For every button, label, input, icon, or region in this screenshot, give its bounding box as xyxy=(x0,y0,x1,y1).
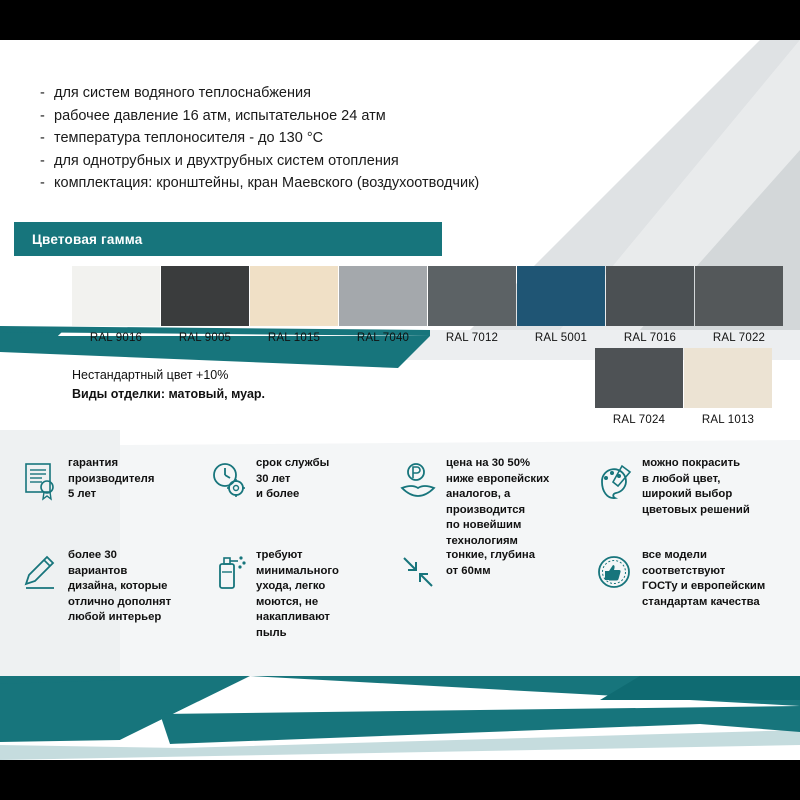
benefit-painting xyxy=(592,452,780,544)
benefit-line: цветовых решений xyxy=(642,503,750,516)
benefit-design-variants xyxy=(18,544,206,641)
benefit-service-life xyxy=(206,452,396,544)
swatch-label: RAL 7012 xyxy=(445,332,499,344)
benefit-text xyxy=(256,544,339,641)
feature-item xyxy=(40,176,660,191)
benefit-line: пыль xyxy=(256,626,287,639)
benefit-line: производится xyxy=(446,503,526,516)
letterbox-top xyxy=(0,0,800,40)
swatch-item[interactable] xyxy=(428,266,516,344)
benefit-text xyxy=(642,544,765,610)
benefit-line: тонкие, глубина xyxy=(446,549,536,561)
feature-item xyxy=(40,154,660,169)
benefit-line: от 60мм xyxy=(446,564,491,577)
benefit-text xyxy=(642,452,750,518)
swatch-chip xyxy=(72,266,160,326)
benefits-row xyxy=(18,544,782,641)
feature-text: для систем водяного теплоснабжения xyxy=(54,85,311,101)
benefit-line: ниже европейских xyxy=(446,472,550,485)
swatch-chip xyxy=(428,266,516,326)
note-nonstandard-color: Нестандартный цвет +10% xyxy=(72,368,229,382)
swatch-label: RAL 7022 xyxy=(712,332,766,344)
swatch-item[interactable] xyxy=(517,266,605,344)
feature-item xyxy=(40,86,660,101)
swatch-chip xyxy=(517,266,605,326)
feature-text: рабочее давление 16 атм, испытательное 24 атм xyxy=(54,107,386,124)
swatch-label: RAL 9005 xyxy=(178,332,232,344)
benefit-depth xyxy=(396,544,592,641)
swatch-chip xyxy=(250,266,338,326)
swatch-chip xyxy=(339,266,427,326)
swatch-item[interactable] xyxy=(339,266,427,344)
benefit-line: соответствуют xyxy=(642,564,726,577)
swatch-label: RAL 9016 xyxy=(89,332,143,344)
benefit-line: гарантия xyxy=(68,457,119,469)
spray-clean-icon xyxy=(206,550,250,594)
benefit-line: любой интерьер xyxy=(68,611,162,624)
benefit-line: широкий выбор xyxy=(642,488,733,501)
note-finish-types: Виды отделки: матовый, муар. xyxy=(72,386,266,401)
bullet-dash-icon: - xyxy=(40,130,45,146)
feature-item xyxy=(40,131,660,146)
benefit-line: в любой цвет, xyxy=(642,472,721,485)
benefit-price xyxy=(396,452,592,547)
swatch-label: RAL 7016 xyxy=(623,332,677,344)
swatch-item[interactable] xyxy=(250,266,338,344)
swatch-item[interactable] xyxy=(606,266,694,344)
swatch-item[interactable] xyxy=(695,266,783,344)
benefit-line: моются, не xyxy=(256,595,319,608)
bullet-dash-icon: - xyxy=(40,175,45,191)
swatch-chip xyxy=(695,266,783,326)
palette-brush-icon xyxy=(592,458,636,502)
benefit-line: 5 лет xyxy=(68,488,97,501)
swatch-label: RAL 7024 xyxy=(612,414,666,426)
benefits-row xyxy=(18,452,782,547)
swatch-label: RAL 5001 xyxy=(534,332,588,344)
benefit-line: накапливают xyxy=(256,611,330,624)
benefit-maintenance xyxy=(206,544,396,641)
swatch-row-primary xyxy=(72,266,784,344)
benefit-line: все модели xyxy=(642,549,707,561)
color-notes xyxy=(72,366,265,404)
benefit-line: ухода, легко xyxy=(256,580,326,593)
benefit-line: по новейшим xyxy=(446,519,522,532)
swatch-chip xyxy=(684,348,772,408)
swatch-item[interactable] xyxy=(161,266,249,344)
benefit-text xyxy=(68,452,154,503)
bullet-dash-icon: - xyxy=(40,107,45,124)
swatch-chip xyxy=(606,266,694,326)
benefit-line: минимального xyxy=(256,564,339,577)
benefit-standards xyxy=(592,544,780,641)
swatch-chip xyxy=(161,266,249,326)
benefit-line: и более xyxy=(256,488,300,501)
benefit-text xyxy=(68,544,171,626)
swatch-item[interactable] xyxy=(72,266,160,344)
benefit-line: стандартам качества xyxy=(642,595,760,608)
swatch-label: RAL 1013 xyxy=(701,414,755,426)
bullet-dash-icon: - xyxy=(40,85,45,101)
benefit-line: вариантов xyxy=(68,564,128,577)
color-range-banner xyxy=(14,222,442,256)
letterbox-bottom xyxy=(0,760,800,800)
swatch-label: RAL 1015 xyxy=(267,332,321,344)
certificate-icon xyxy=(18,458,62,502)
clock-gear-icon xyxy=(206,458,250,502)
swatch-label: RAL 7040 xyxy=(356,332,410,344)
benefit-text xyxy=(446,544,535,579)
swatch-chip xyxy=(595,348,683,408)
benefit-line: аналогов, а xyxy=(446,488,511,501)
feature-text: температура теплоносителя - до 130 °C xyxy=(54,130,324,146)
features-list xyxy=(40,86,660,199)
benefit-line: можно покрасить xyxy=(642,457,741,469)
swatch-item[interactable] xyxy=(595,348,683,426)
benefit-line: производителя xyxy=(68,472,155,485)
swatch-item[interactable] xyxy=(684,348,772,426)
benefit-line: требуют xyxy=(256,549,303,561)
benefit-line: срок службы xyxy=(256,457,330,469)
swatch-row-secondary xyxy=(595,348,773,426)
benefit-text xyxy=(256,452,329,503)
color-range-title: Цветовая гамма xyxy=(32,231,143,247)
quality-thumb-icon xyxy=(592,550,636,594)
benefit-warranty xyxy=(18,452,206,544)
arrows-depth-icon xyxy=(396,550,440,594)
benefit-line: 30 лет xyxy=(256,472,291,485)
benefit-line: более 30 xyxy=(68,549,117,561)
benefit-line: отлично дополнят xyxy=(68,595,172,608)
feature-item xyxy=(40,109,660,124)
benefit-line: ГОСТу и европейским xyxy=(642,580,766,593)
benefit-line: дизайна, которые xyxy=(68,580,168,593)
pencil-design-icon xyxy=(18,550,62,594)
bullet-dash-icon: - xyxy=(40,152,45,169)
hand-price-icon xyxy=(396,458,440,502)
feature-text: для однотрубных и двухтрубных систем отопления xyxy=(54,152,399,169)
benefits-grid xyxy=(18,452,782,641)
benefit-text xyxy=(446,452,549,549)
benefit-line: технологиям xyxy=(446,534,518,547)
feature-text: комплектация: кронштейны, кран Маевского (воздухоотводчик) xyxy=(54,175,480,191)
benefit-line: цена на 30 50% xyxy=(446,457,531,469)
